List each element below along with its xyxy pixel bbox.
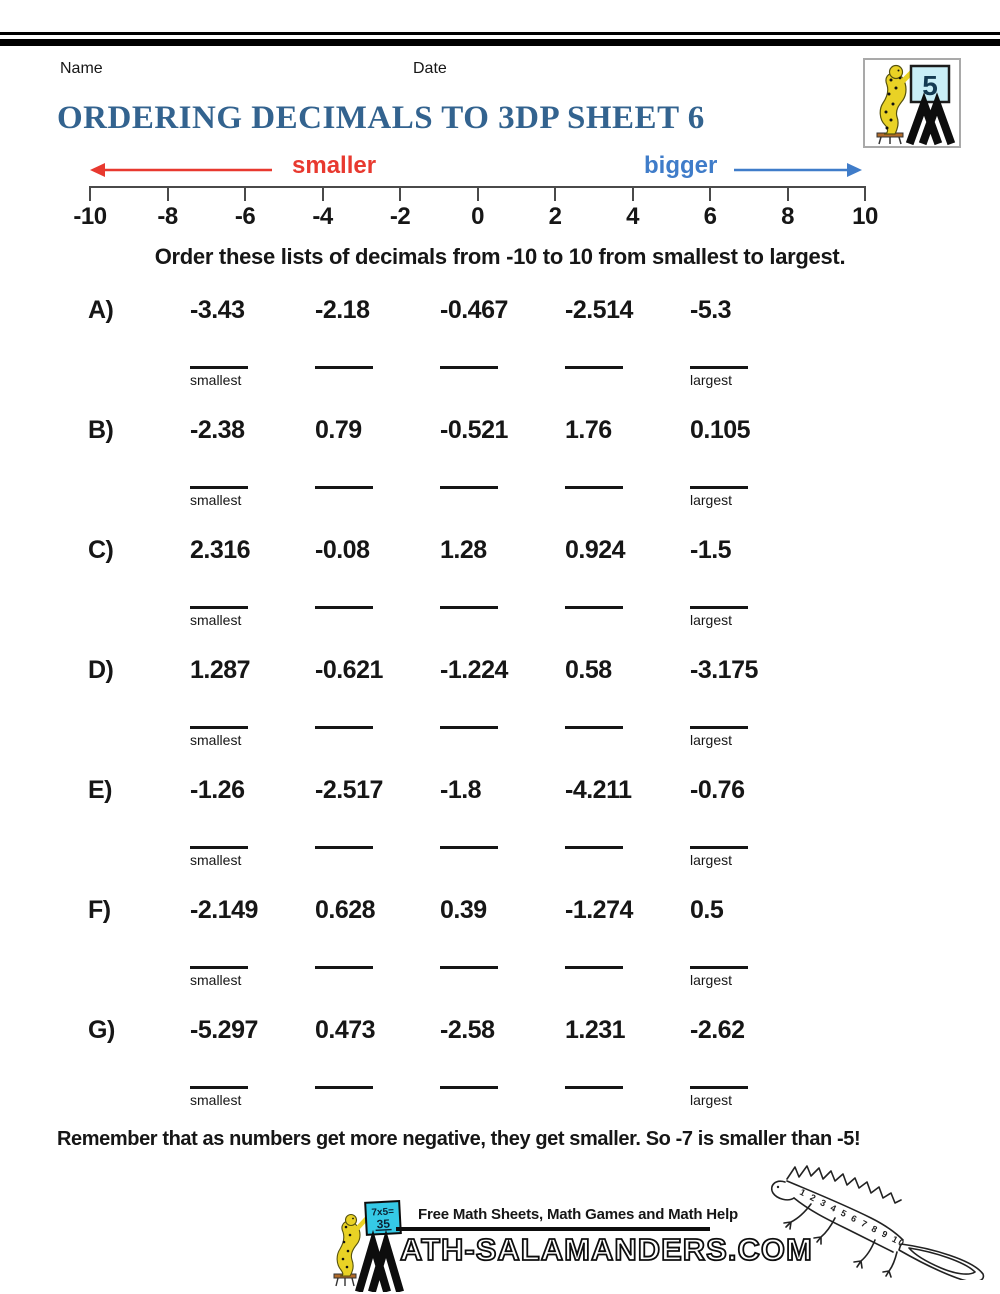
number-line — [73, 186, 878, 236]
decimal-value: 0.473 — [315, 1016, 376, 1044]
tick-mark — [322, 186, 324, 201]
decimal-value: 1.28 — [440, 536, 487, 564]
problem-label: A) — [88, 296, 114, 324]
board-line-2: 35 — [376, 1216, 391, 1232]
answer-blank[interactable] — [440, 966, 498, 969]
grade-badge — [863, 58, 961, 148]
answer-blank[interactable] — [440, 606, 498, 609]
answer-blank[interactable] — [315, 726, 373, 729]
tick-label: 0 — [471, 203, 484, 230]
tick-label: -10 — [73, 203, 107, 230]
tick-label: 4 — [626, 203, 639, 230]
tick-label: -6 — [234, 203, 256, 230]
answer-blank[interactable] — [190, 726, 248, 729]
answer-blank[interactable] — [690, 606, 748, 609]
decimal-value: -4.211 — [565, 776, 632, 804]
decimal-value: -1.224 — [440, 656, 508, 684]
decimal-value: -0.621 — [315, 656, 383, 684]
smallest-label: smallest — [190, 372, 242, 388]
page-title: ORDERING DECIMALS TO 3DP SHEET 6 — [57, 100, 705, 136]
decimal-value: -0.08 — [315, 536, 370, 564]
decimal-value: -0.521 — [440, 416, 508, 444]
problem-group-b — [0, 416, 1000, 536]
smaller-arrow-icon — [88, 160, 274, 180]
decimal-value: -1.26 — [190, 776, 245, 804]
instruction-text: Order these lists of decimals from -10 to 10 from smallest to largest. — [154, 244, 846, 269]
tick-mark — [709, 186, 711, 201]
problem-list — [0, 296, 1000, 1136]
problem-group-f — [0, 896, 1000, 1016]
tick-label: -8 — [157, 203, 178, 230]
answer-blank[interactable] — [440, 726, 498, 729]
problem-label: E) — [88, 776, 112, 804]
tick-mark — [167, 186, 169, 201]
site-name: ATH-SALAMANDERS.COM — [400, 1232, 813, 1267]
problem-group-g — [0, 1016, 1000, 1136]
answer-blank[interactable] — [315, 366, 373, 369]
problem-group-d — [0, 656, 1000, 776]
answer-blank[interactable] — [315, 846, 373, 849]
logo-rule — [396, 1227, 710, 1231]
problem-label: G) — [88, 1016, 115, 1044]
tick-mark — [477, 186, 479, 201]
decimal-value: -5.297 — [190, 1016, 258, 1044]
problem-label: F) — [88, 896, 111, 924]
answer-blank[interactable] — [690, 846, 748, 849]
tick-label: 6 — [703, 203, 717, 230]
decimal-value: 0.924 — [565, 536, 626, 564]
numbered-salamander-icon — [763, 1160, 998, 1280]
decimal-value: 1.287 — [190, 656, 251, 684]
grade-badge-art — [865, 60, 959, 146]
problem-group-e — [0, 776, 1000, 896]
board-line-1: 7x5= — [371, 1206, 395, 1219]
date-label: Date — [413, 60, 447, 77]
answer-blank[interactable] — [315, 966, 373, 969]
decimal-value: -1.274 — [565, 896, 633, 924]
answer-blank[interactable] — [190, 846, 248, 849]
logo-tagline: Free Math Sheets, Math Games and Math Help — [418, 1206, 739, 1223]
tick-mark — [554, 186, 556, 201]
largest-label: largest — [690, 372, 733, 388]
decimal-value: -5.3 — [690, 296, 732, 324]
decimal-value: -2.517 — [315, 776, 383, 804]
largest-label: largest — [690, 732, 733, 748]
largest-label: largest — [690, 1092, 733, 1108]
decimal-value: 0.79 — [315, 416, 362, 444]
decimal-value: -1.5 — [690, 536, 732, 564]
problem-label: C) — [88, 536, 114, 564]
answer-blank[interactable] — [565, 1086, 623, 1089]
decimal-value: 0.39 — [440, 896, 487, 924]
smallest-label: smallest — [190, 612, 242, 628]
largest-label: largest — [690, 972, 733, 988]
decimal-value: 0.628 — [315, 896, 376, 924]
decimal-value: 1.231 — [565, 1016, 626, 1044]
decimal-value: -0.76 — [690, 776, 745, 804]
smaller-label: smaller — [292, 152, 377, 179]
tick-label: 2 — [548, 203, 562, 230]
smallest-label: smallest — [190, 492, 242, 508]
tick-label: -4 — [312, 203, 333, 230]
smallest-label: smallest — [190, 852, 242, 868]
tick-label: 10 — [852, 203, 878, 230]
answer-blank[interactable] — [690, 486, 748, 489]
tick-mark — [244, 186, 246, 201]
problem-group-a — [0, 296, 1000, 416]
salamander-numbers: 1 2 3 4 5 6 7 8 9 10 — [798, 1186, 908, 1250]
direction-arrows — [0, 150, 1000, 184]
site-logo — [330, 1196, 813, 1294]
decimal-value: -2.18 — [315, 296, 370, 324]
answer-blank[interactable] — [690, 726, 748, 729]
answer-blank[interactable] — [690, 366, 748, 369]
decimal-value: -2.514 — [565, 296, 633, 324]
largest-label: largest — [690, 852, 733, 868]
grade-number: 5 — [922, 70, 938, 101]
tick-mark — [89, 186, 91, 201]
decimal-value: 0.58 — [565, 656, 612, 684]
m-logo-icon — [360, 1244, 399, 1288]
top-rule-thick — [0, 39, 1000, 46]
tick-label: 8 — [781, 203, 794, 230]
answer-blank[interactable] — [190, 606, 248, 609]
decimal-value: 2.316 — [190, 536, 251, 564]
decimal-value: -3.43 — [190, 296, 245, 324]
smallest-label: smallest — [190, 732, 242, 748]
answer-blank[interactable] — [565, 846, 623, 849]
largest-label: largest — [690, 492, 733, 508]
decimal-value: 0.105 — [690, 416, 751, 444]
bigger-label: bigger — [644, 152, 718, 179]
answer-blank[interactable] — [565, 366, 623, 369]
answer-blank[interactable] — [190, 366, 248, 369]
decimal-value: -1.8 — [440, 776, 482, 804]
answer-blank[interactable] — [440, 1086, 498, 1089]
answer-blank[interactable] — [565, 486, 623, 489]
smallest-label: smallest — [190, 1092, 242, 1108]
problem-label: B) — [88, 416, 114, 444]
decimal-value: -2.38 — [190, 416, 245, 444]
tick-mark — [632, 186, 634, 201]
decimal-value: 1.76 — [565, 416, 612, 444]
answer-blank[interactable] — [440, 486, 498, 489]
decimal-value: -2.58 — [440, 1016, 495, 1044]
decimal-value: -0.467 — [440, 296, 508, 324]
answer-blank[interactable] — [190, 1086, 248, 1089]
tick-mark — [864, 186, 866, 201]
answer-blank[interactable] — [565, 966, 623, 969]
answer-blank[interactable] — [190, 486, 248, 489]
answer-blank[interactable] — [190, 966, 248, 969]
answer-blank[interactable] — [440, 846, 498, 849]
decimal-value: -2.149 — [190, 896, 258, 924]
answer-blank[interactable] — [565, 726, 623, 729]
problem-label: D) — [88, 656, 114, 684]
answer-blank[interactable] — [690, 966, 748, 969]
tick-mark — [787, 186, 789, 201]
largest-label: largest — [690, 612, 733, 628]
bigger-arrow-icon — [732, 160, 866, 180]
m-logo-icon — [911, 104, 950, 140]
answer-blank[interactable] — [565, 606, 623, 609]
answer-blank[interactable] — [440, 366, 498, 369]
tick-label: -2 — [389, 203, 411, 230]
decimal-value: 0.5 — [690, 896, 724, 924]
answer-blank[interactable] — [690, 1086, 748, 1089]
answer-blank[interactable] — [315, 486, 373, 489]
answer-blank[interactable] — [315, 606, 373, 609]
problem-group-c — [0, 536, 1000, 656]
decimal-value: -2.62 — [690, 1016, 745, 1044]
top-rule-thin — [0, 32, 1000, 35]
smallest-label: smallest — [190, 972, 242, 988]
name-label: Name — [60, 60, 103, 77]
tick-mark — [399, 186, 401, 201]
decimal-value: -3.175 — [690, 656, 758, 684]
reminder-note: Remember that as numbers get more negative, they get smaller. So -7 is smaller than -5! — [57, 1128, 861, 1150]
answer-blank[interactable] — [315, 1086, 373, 1089]
